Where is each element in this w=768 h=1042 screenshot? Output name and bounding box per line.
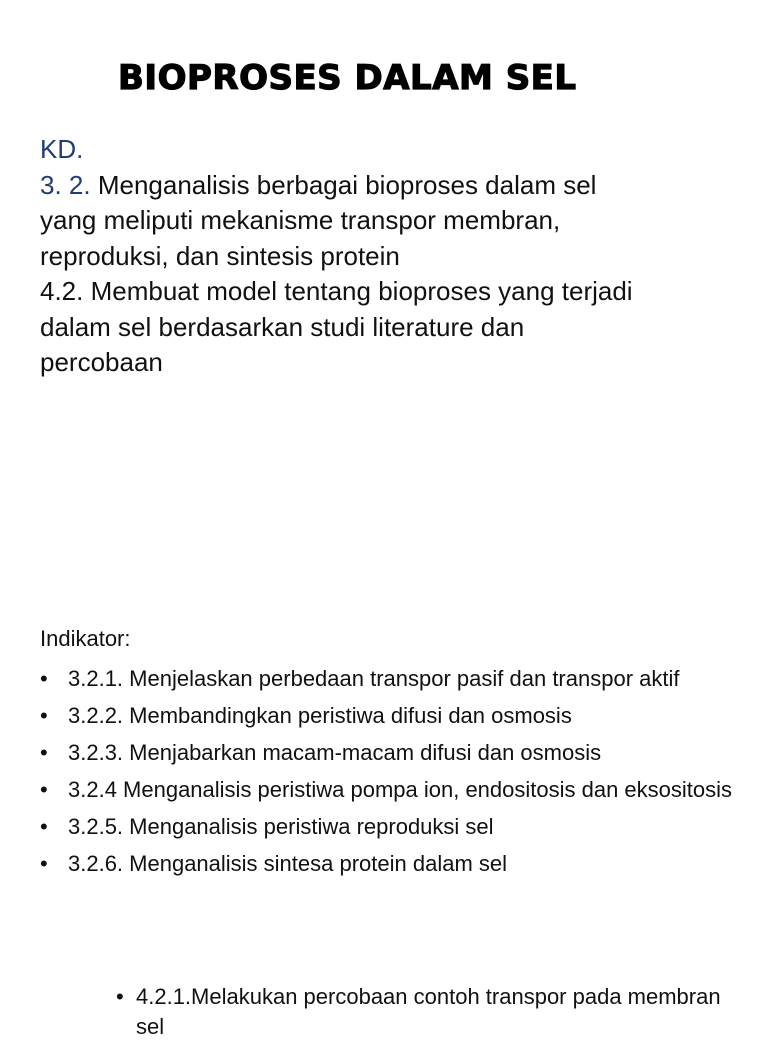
kd-label: KD. [40, 134, 84, 164]
kd-item-3-2-number: 3. 2. [40, 169, 91, 200]
list-item [116, 982, 736, 1042]
list-item-text: 4.2.1.Melakukan percobaan contoh transpor pada membran sel [136, 984, 721, 1039]
bullet-icon: • [40, 814, 48, 839]
list-item [40, 775, 750, 805]
kd-item-3-2-line2: yang meliputi mekanisme transpor membran, [40, 205, 561, 235]
kd-item-4-2-line2: dalam sel berdasarkan studi literature dan [40, 311, 525, 342]
kd-item-4-2-line3: percobaan [40, 347, 163, 377]
kd-item-3-2-text: Menganalisis berbagai bioproses dalam sel [97, 169, 597, 200]
list-item [40, 849, 750, 879]
list-item-text: 3.2.1. Menjelaskan perbedaan transpor pasif dan transpor aktif [68, 666, 680, 691]
bullet-icon: • [40, 703, 48, 728]
sub-indikator-list [116, 982, 736, 1042]
list-item [40, 664, 750, 694]
list-item [40, 812, 750, 842]
list-item-text: 3.2.5. Menganalisis peristiwa reproduksi sel [68, 814, 494, 839]
list-item-text: 3.2.2. Membandingkan peristiwa difusi dan osmosis [68, 703, 572, 728]
indikator-label: Indikator: [40, 626, 131, 651]
kd-section [40, 132, 740, 381]
bullet-icon: • [116, 984, 124, 1009]
list-item [40, 701, 750, 731]
list-item-text: 3.2.6. Menganalisis sintesa protein dalam sel [68, 851, 508, 876]
list-item-text: 3.2.3. Menjabarkan macam-macam difusi dan osmosis [68, 740, 602, 765]
bullet-icon: • [40, 777, 48, 802]
bullet-icon: • [40, 666, 48, 691]
indikator-list [40, 664, 750, 886]
kd-item-3-2-line1 [40, 168, 740, 204]
list-item-text: 3.2.4 Menganalisis peristiwa pompa ion, endositosis dan eksositosis [68, 777, 733, 802]
kd-item-3-2-line3: reproduksi, dan sintesis protein [40, 240, 400, 271]
bullet-icon: • [40, 740, 48, 765]
list-item [40, 738, 750, 768]
page-title: BIOPROSES DALAM SEL [118, 58, 577, 98]
bullet-icon: • [40, 851, 48, 876]
kd-item-4-2-line1: 4.2. Membuat model tentang bioproses yang terjadi [40, 276, 633, 306]
